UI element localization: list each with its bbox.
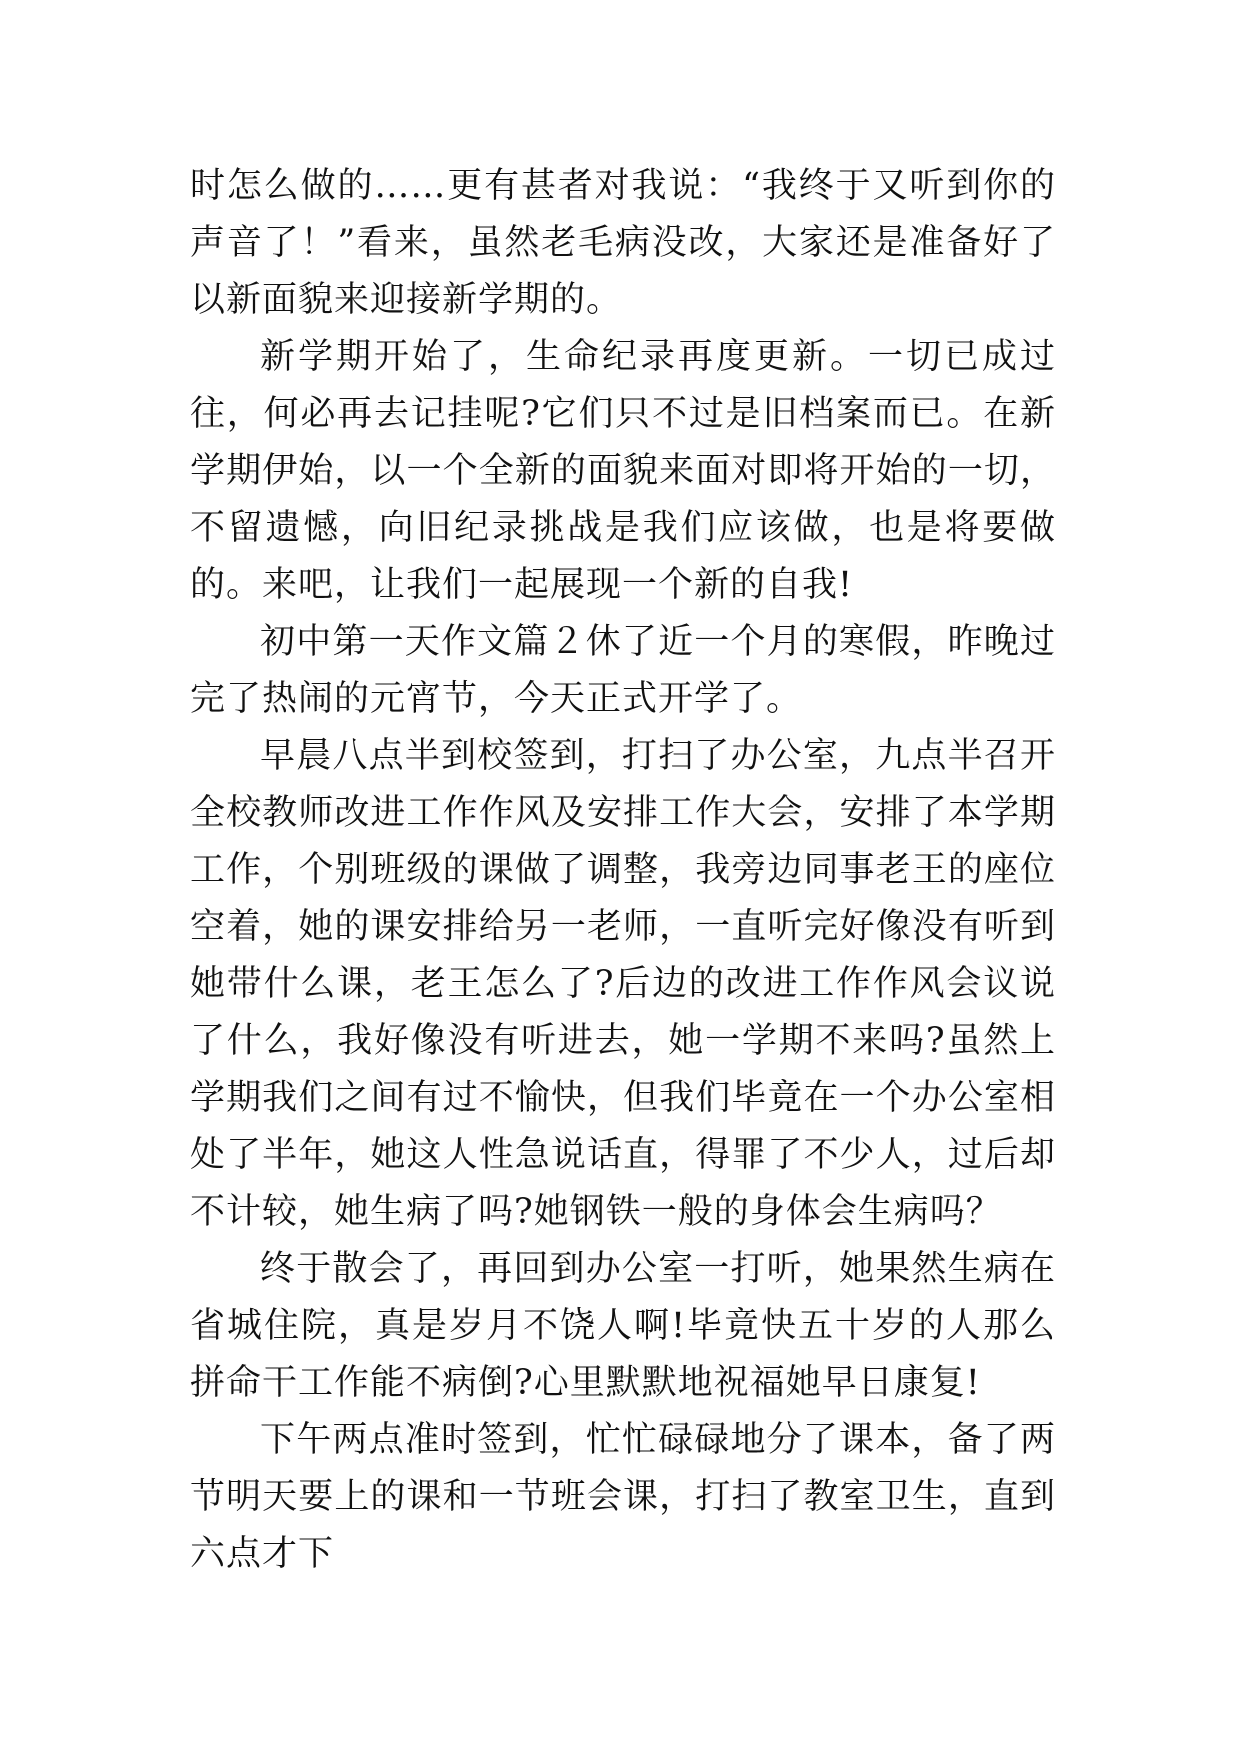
paragraph-morning-meeting: 早晨八点半到校签到，打扫了办公室，九点半召开全校教师改进工作作风及安排工作大会，安排了本学期工作，个别班级的课做了调整，我旁边同事老王的座位空着，她的课安排给另一老师，一直听完好像没有听到她带什么课，老王怎么了?后边的改进工作作风会议说了什么，我好像没有听进去，她一学期不来吗?虽然上学期我们之间有过不愉快，但我们毕竟在一个办公室相处了半年，她这人性急说话直，得罪了不少人，过后却不计较，她生病了吗?她钢铁一般的身体会生病吗？ xyxy=(190,736,1056,1232)
article-body xyxy=(190,158,1056,1583)
paragraph-essay-2-intro: 初中第一天作文篇２休了近一个月的寒假，昨晚过完了热闹的元宵节，今天正式开学了。 xyxy=(190,622,1056,719)
paragraph-after-meeting: 终于散会了，再回到办公室一打听，她果然生病在省城住院，真是岁月不饶人啊!毕竟快五十岁的人那么拼命干工作能不病倒?心里默默地祝福她早日康复! xyxy=(190,1249,1056,1403)
paragraph-afternoon: 下午两点准时签到，忙忙碌碌地分了课本，备了两节明天要上的课和一节班会课，打扫了教室卫生，直到六点才下 xyxy=(190,1420,1056,1574)
paragraph-new-semester: 新学期开始了，生命纪录再度更新。一切已成过往，何必再去记挂呢?它们只不过是旧档案而已。在新学期伊始，以一个全新的面貌来面对即将开始的一切，不留遗憾，向旧纪录挑战是我们应该做，也是将要做的。来吧，让我们一起展现一个新的自我! xyxy=(190,337,1056,605)
paragraph-continuation: 时怎么做的……更有甚者对我说：“我终于又听到你的声音了！”看来，虽然老毛病没改，大家还是准备好了以新面貌来迎接新学期的。 xyxy=(190,166,1056,320)
